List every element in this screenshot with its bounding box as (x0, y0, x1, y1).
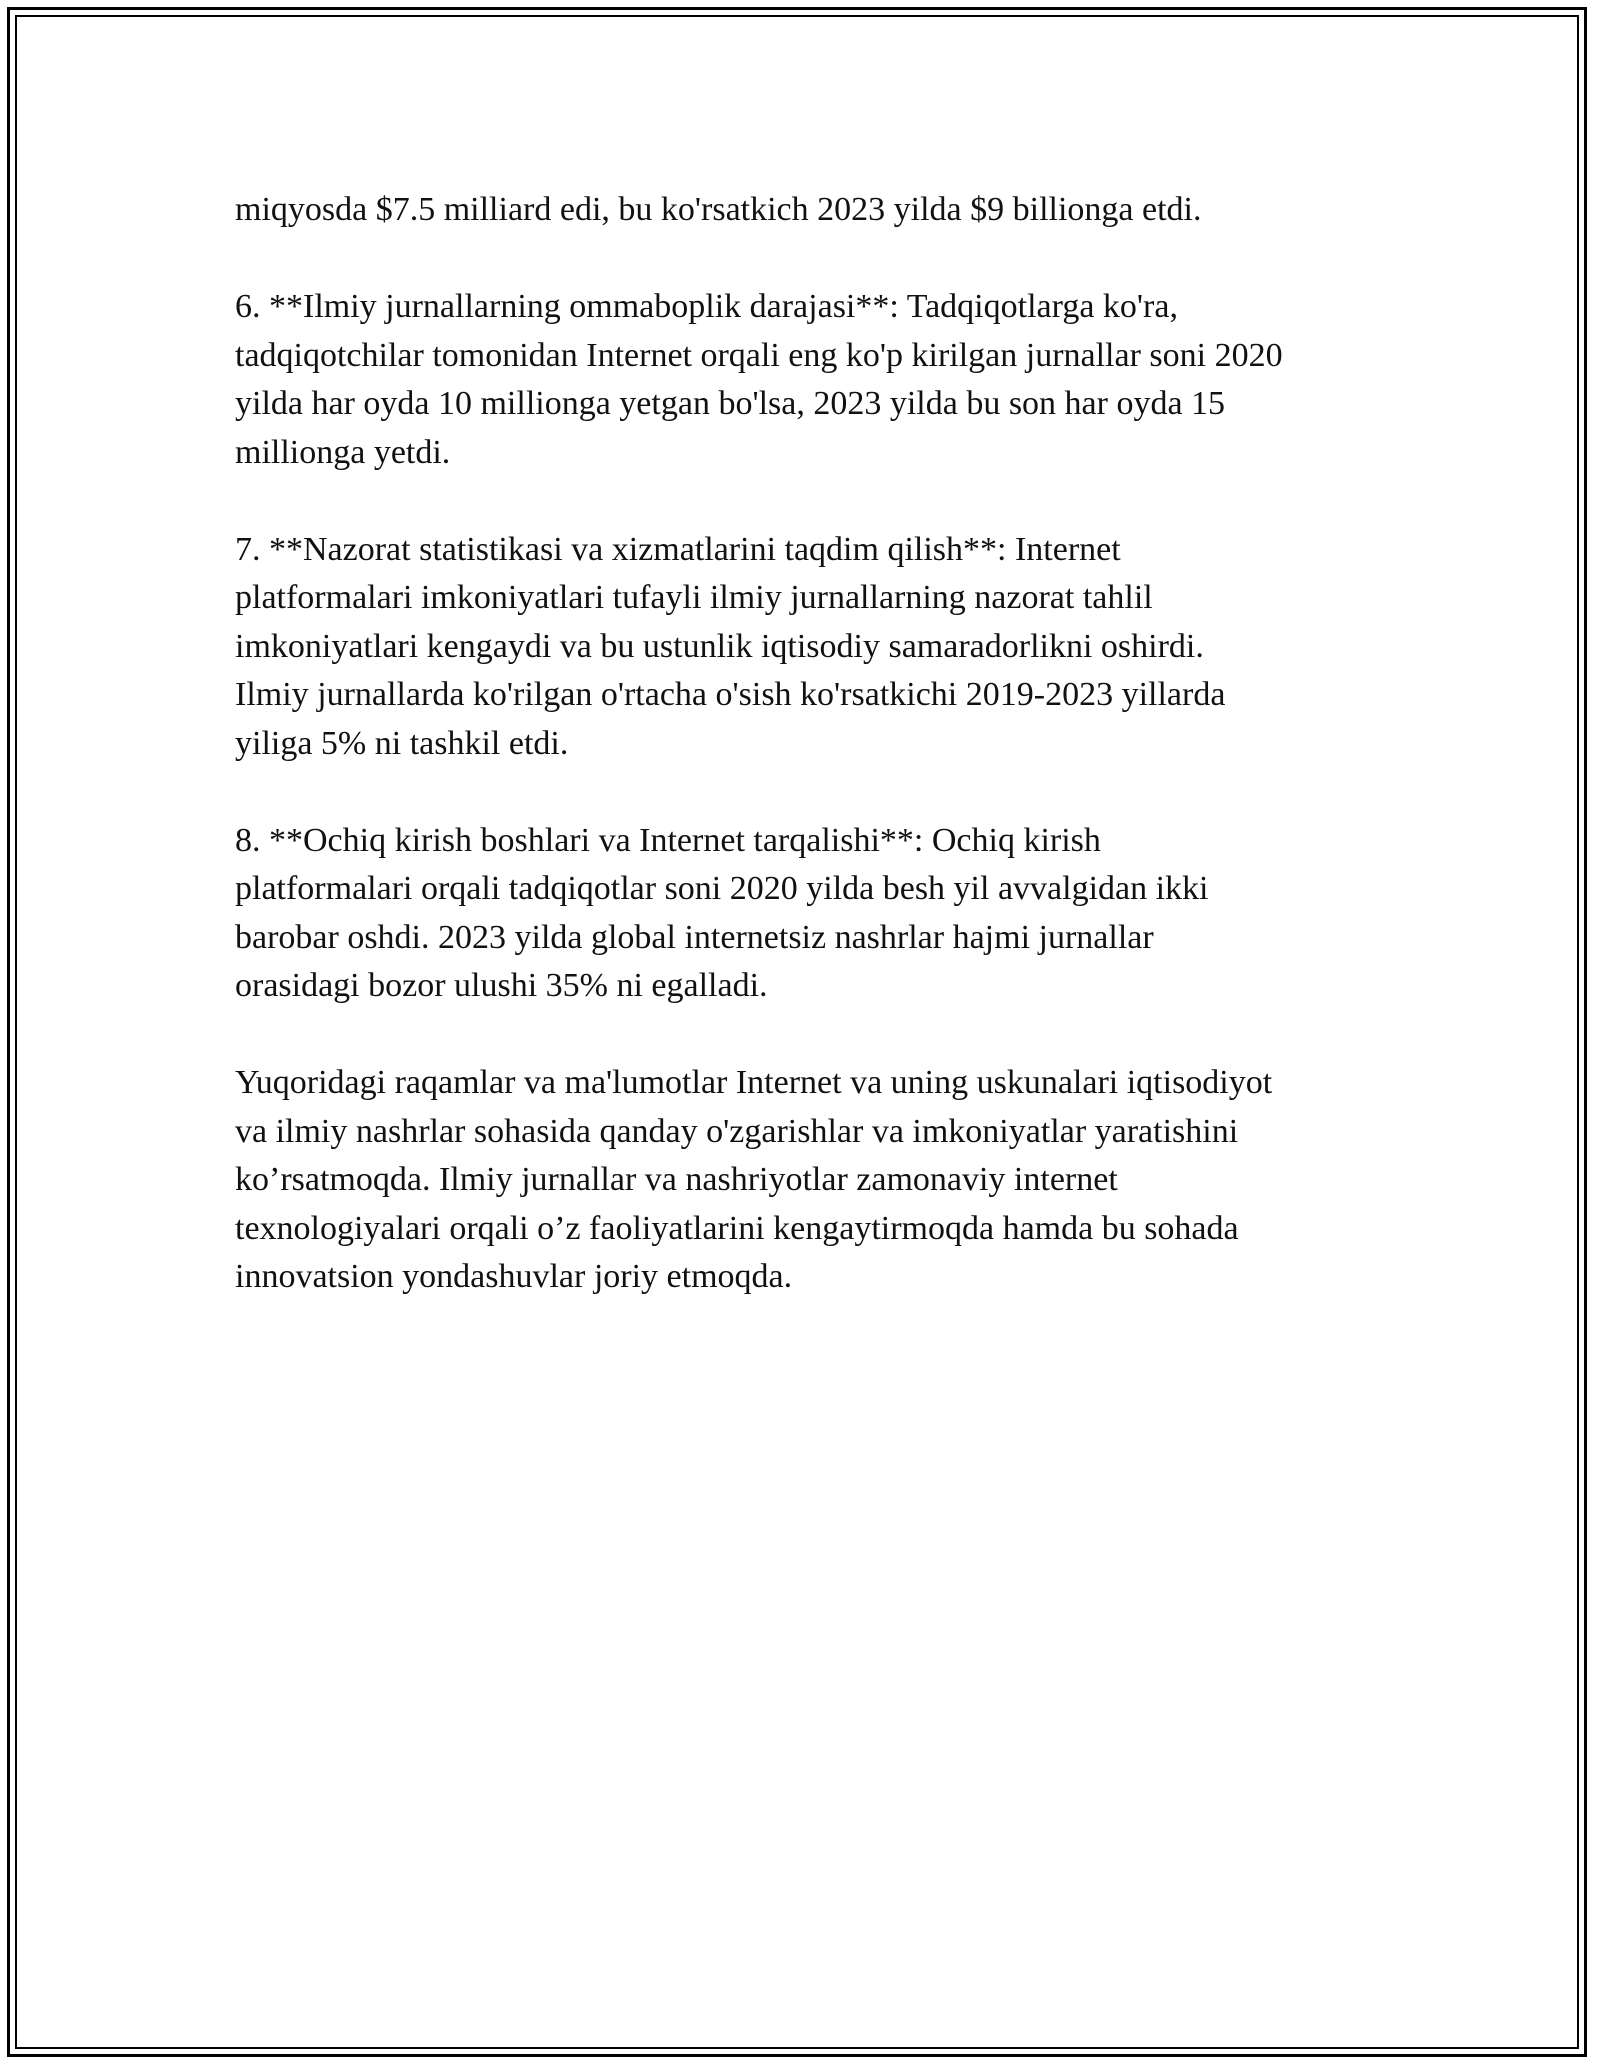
text-line: 7. **Nazorat statistikasi va xizmatlarini taqdim qilish**: Internet (235, 530, 1121, 568)
text-line: miqyosda $7.5 milliard edi, bu ko'rsatkich 2023 yilda $9 billionga etdi. (235, 191, 1202, 228)
text-line: 6. **Ilmiy jurnallarning ommaboplik darajasi**: Tadqiqotlarga ko'ra, (235, 288, 1178, 325)
text-line: platformalari orqali tadqiqotlar soni 2020 yilda besh yil avvalgidan ikki (235, 870, 1209, 907)
text-line: barobar oshdi. 2023 yilda global internetsiz nashrlar hajmi jurnallar (235, 918, 1154, 956)
text-line: innovatsion yondashuvlar joriy etmoqda. (235, 1258, 793, 1295)
text-line: imkoniyatlari kengaydi va bu ustunlik iqtisodiy samaradorlikni oshirdi. (235, 627, 1204, 665)
text-line: texnologiyalari orqali o’z faoliyatlarini kengaytirmoqda hamda bu sohada (235, 1209, 1239, 1247)
text-line: 8. **Ochiq kirish boshlari va Internet tarqalishi**: Ochiq kirish (235, 821, 1101, 859)
text-line: Yuqoridagi raqamlar va ma'lumotlar Internet va uning uskunalari iqtisodiyot (235, 1064, 1273, 1101)
text-line: platformalari imkoniyatlari tufayli ilmiy jurnallarning nazorat tahlil (235, 579, 1153, 616)
text-line: millionga yetdi. (235, 433, 451, 471)
paragraph-item-8 (235, 817, 1385, 1011)
text-line: ko’rsatmoqda. Ilmiy jurnallar va nashriyotlar zamonaviy internet (235, 1161, 1118, 1198)
paragraph-conclusion (235, 1059, 1385, 1302)
text-line: yiliga 5% ni tashkil etdi. (235, 724, 569, 762)
paragraph-item-6 (235, 283, 1385, 477)
text-line: tadqiqotchilar tomonidan Internet orqali eng ko'p kirilgan jurnallar soni 2020 (235, 336, 1283, 374)
text-line: va ilmiy nashrlar sohasida qanday o'zgarishlar va imkoniyatlar yaratishini (235, 1112, 1239, 1150)
text-line: orasidagi bozor ulushi 35% ni egalladi. (235, 967, 768, 1004)
text-line: yilda har oyda 10 millionga yetgan bo'lsa, 2023 yilda bu son har oyda 15 (235, 385, 1226, 422)
document-body (235, 186, 1385, 1350)
text-line: Ilmiy jurnallarda ko'rilgan o'rtacha o'sish ko'rsatkichi 2019-2023 yillarda (235, 676, 1226, 713)
paragraph-continuation (235, 186, 1385, 235)
paragraph-item-7 (235, 526, 1385, 769)
